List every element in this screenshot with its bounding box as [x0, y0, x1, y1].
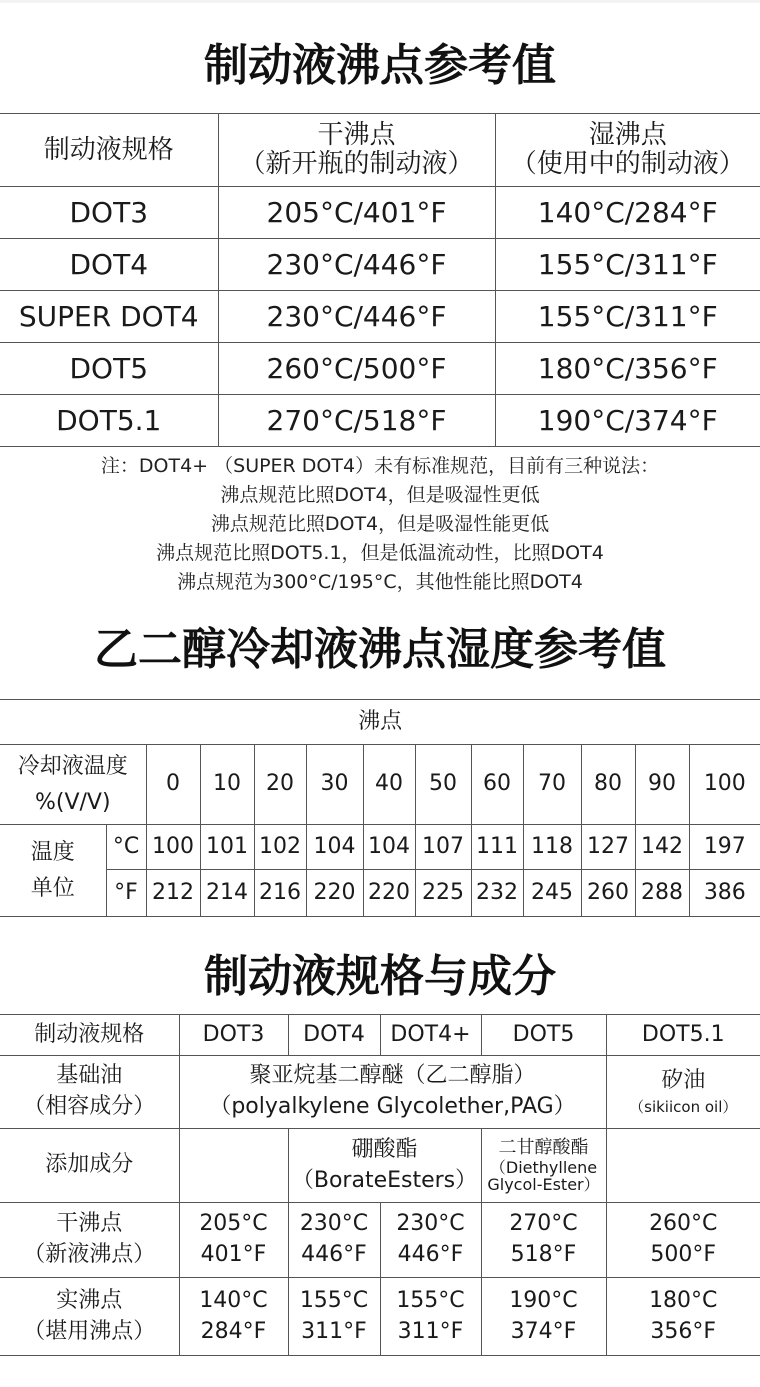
wet-celsius: 180°C [649, 1287, 718, 1313]
additive-dot5-line3: Glycol-Ester） [487, 1175, 600, 1195]
note-line: 沸点规范比照DOT4，但是吸湿性更低 [220, 484, 540, 506]
additive-empty-cell [179, 1129, 288, 1203]
coolant-boiling-table [0, 699, 760, 917]
wet-cell: 155°C/311°F [495, 239, 760, 291]
celsius-cell: 102 [254, 825, 306, 870]
wet-value-cell [288, 1278, 380, 1356]
wet-fahrenheit: 311°F [301, 1318, 367, 1344]
dry-value-cell [179, 1203, 288, 1278]
wet-fahrenheit: 356°F [650, 1318, 717, 1344]
celsius-cell: 127 [581, 825, 635, 870]
additive-borate-cell [288, 1129, 481, 1203]
wet-boiling-label [0, 1278, 179, 1356]
fahrenheit-cell: 216 [254, 870, 306, 917]
dry-value-cell [481, 1203, 606, 1278]
dry-cell: 270°C/518°F [218, 395, 495, 447]
dry-boiling-label [0, 1203, 179, 1278]
celsius-cell: 100 [146, 825, 200, 870]
dry-value-cell [380, 1203, 481, 1278]
top-divider [0, 0, 760, 3]
dry-celsius: 230°C [299, 1211, 369, 1237]
fahrenheit-cell: 225 [415, 870, 471, 917]
spec-header-label: 制动液规格 [43, 134, 174, 165]
table-row [0, 239, 760, 291]
concentration-cell: 80 [581, 745, 635, 825]
concentration-cell: 40 [363, 745, 415, 825]
dry-header-line2: （新开瓶的制动液） [239, 149, 474, 179]
base-oil-silicone-line2: （sikiicon oil） [629, 1097, 738, 1116]
spec-cell: DOT4+ [380, 1015, 481, 1056]
concentration-cell: 10 [200, 745, 254, 825]
dry-cell: 260°C/500°F [218, 343, 495, 395]
additive-row [0, 1129, 760, 1203]
fahrenheit-row [0, 870, 760, 917]
table-row [0, 187, 760, 239]
fahrenheit-cell: 386 [689, 870, 760, 917]
concentration-cell: 0 [146, 745, 200, 825]
spec-cell: DOT3 [179, 1015, 288, 1056]
fahrenheit-cell: 212 [146, 870, 200, 917]
base-oil-pag-line2: （polyalkylene Glycolether,PAG） [209, 1094, 576, 1119]
wet-boiling-header [495, 114, 760, 187]
dry-cell: 230°C/446°F [218, 239, 495, 291]
dry-celsius: 260°C [649, 1211, 718, 1237]
table-row [0, 395, 760, 447]
temperature-unit-label [0, 825, 106, 917]
spec-cell: DOT5 [0, 343, 218, 395]
base-oil-pag-cell [179, 1056, 606, 1129]
table-row [0, 343, 760, 395]
table-row [0, 291, 760, 343]
additive-borate-line2: （BorateEsters） [291, 1167, 478, 1193]
wet-boiling-row [0, 1278, 760, 1356]
additive-label: 添加成分 [0, 1129, 179, 1203]
fahrenheit-cell: 220 [363, 870, 415, 917]
concentration-label-line2: %(V/V) [34, 789, 111, 815]
dry-boiling-row [0, 1203, 760, 1278]
dry-cell: 205°C/401°F [218, 187, 495, 239]
celsius-cell: 111 [471, 825, 523, 870]
table-header-row [0, 114, 760, 187]
additive-dot5-line2: （Diethyllene [489, 1157, 598, 1177]
wet-label-line2: （堪用沸点） [23, 1318, 156, 1344]
concentration-cell: 20 [254, 745, 306, 825]
dry-celsius: 270°C [509, 1211, 578, 1237]
dry-fahrenheit: 446°F [397, 1242, 464, 1267]
wet-fahrenheit: 284°F [200, 1318, 267, 1344]
caption-row [0, 700, 760, 745]
wet-cell: 190°C/374°F [495, 395, 760, 447]
wet-cell: 155°C/311°F [495, 291, 760, 343]
additive-dot5-line1: 二甘醇酸酯 [498, 1137, 589, 1159]
dry-celsius: 205°C [199, 1211, 268, 1237]
note-line: 注：DOT4+ （SUPER DOT4）未有标准规范，目前有三种说法： [100, 455, 660, 477]
wet-value-cell [481, 1278, 606, 1356]
fahrenheit-cell: 288 [635, 870, 689, 917]
additive-empty-cell [606, 1129, 760, 1203]
fahrenheit-label: °F [106, 870, 146, 917]
note-line: 沸点规范为300°C/195°C，其他性能比照DOT4 [177, 571, 583, 593]
dry-label-line1: 干沸点 [56, 1211, 123, 1237]
concentration-row [0, 745, 760, 825]
boiling-caption: 沸点 [0, 700, 760, 745]
wet-header-line1: 湿沸点 [588, 120, 667, 151]
spec-cell: SUPER DOT4 [0, 291, 218, 343]
brake-fluid-boiling-title: 制动液沸点参考值 [204, 40, 556, 91]
concentration-label-line1: 冷却液温度 [17, 754, 128, 780]
concentration-cell: 50 [415, 745, 471, 825]
unit-label-line2: 单位 [30, 875, 75, 901]
dry-header-line1: 干沸点 [317, 120, 396, 151]
celsius-label: °C [106, 825, 146, 870]
fahrenheit-cell: 232 [471, 870, 523, 917]
wet-celsius: 155°C [396, 1287, 465, 1313]
dot4-plus-notes [0, 452, 760, 597]
note-line: 沸点规范比照DOT4，但是吸湿性能更低 [210, 513, 550, 535]
concentration-cell: 60 [471, 745, 523, 825]
celsius-cell: 197 [689, 825, 760, 870]
brake-fluid-boiling-table [0, 113, 760, 447]
concentration-cell: 30 [306, 745, 363, 825]
spec-cell: DOT4 [0, 239, 218, 291]
spec-cell: DOT5.1 [606, 1015, 760, 1056]
dry-value-cell [288, 1203, 380, 1278]
base-oil-row [0, 1056, 760, 1129]
spec-row-label: 制动液规格 [0, 1015, 179, 1056]
spec-header [0, 114, 218, 187]
note-line: 沸点规范比照DOT5.1，但是低温流动性，比照DOT4 [156, 542, 604, 564]
dry-fahrenheit: 518°F [510, 1242, 577, 1267]
wet-label-line1: 实沸点 [56, 1287, 123, 1313]
brake-fluid-composition-title: 制动液规格与成分 [204, 951, 556, 1002]
wet-fahrenheit: 374°F [510, 1318, 577, 1344]
celsius-cell: 118 [523, 825, 581, 870]
wet-value-cell [179, 1278, 288, 1356]
concentration-label [0, 745, 146, 825]
dry-celsius: 230°C [396, 1211, 465, 1237]
celsius-row [0, 825, 760, 870]
concentration-cell: 100 [689, 745, 760, 825]
dry-cell: 230°C/446°F [218, 291, 495, 343]
unit-label-line1: 温度 [30, 840, 75, 866]
dry-fahrenheit: 500°F [650, 1242, 717, 1267]
celsius-cell: 142 [635, 825, 689, 870]
wet-header-line2: （使用中的制动液） [510, 149, 745, 179]
concentration-cell: 90 [635, 745, 689, 825]
dry-boiling-header [218, 114, 495, 187]
wet-celsius: 190°C [509, 1287, 578, 1313]
base-oil-label [0, 1056, 179, 1129]
base-oil-label-line2: （相容成分） [23, 1094, 156, 1119]
celsius-cell: 104 [306, 825, 363, 870]
spec-cell: DOT4 [288, 1015, 380, 1056]
wet-value-cell [606, 1278, 760, 1356]
fahrenheit-cell: 245 [523, 870, 581, 917]
celsius-cell: 107 [415, 825, 471, 870]
wet-cell: 140°C/284°F [495, 187, 760, 239]
celsius-cell: 101 [200, 825, 254, 870]
spec-header-row [0, 1015, 760, 1056]
concentration-cell: 70 [523, 745, 581, 825]
dry-label-line2: （新液沸点） [23, 1242, 156, 1267]
wet-celsius: 140°C [199, 1287, 268, 1313]
dry-value-cell [606, 1203, 760, 1278]
base-oil-silicone-line1: 矽油 [661, 1068, 706, 1094]
coolant-boiling-title: 乙二醇冷却液沸点湿度参考值 [94, 624, 666, 675]
wet-cell: 180°C/356°F [495, 343, 760, 395]
dry-fahrenheit: 401°F [200, 1242, 267, 1267]
spec-cell: DOT5 [481, 1015, 606, 1056]
wet-celsius: 155°C [299, 1287, 369, 1313]
celsius-cell: 104 [363, 825, 415, 870]
fahrenheit-cell: 220 [306, 870, 363, 917]
base-oil-pag-line1: 聚亚烷基二醇醚（乙二醇脂） [249, 1063, 536, 1089]
fahrenheit-cell: 214 [200, 870, 254, 917]
dry-fahrenheit: 446°F [301, 1242, 367, 1267]
brake-fluid-composition-table [0, 1014, 760, 1356]
additive-borate-line1: 硼酸酯 [351, 1136, 418, 1162]
base-oil-silicone-cell [606, 1056, 760, 1129]
base-oil-label-line1: 基础油 [56, 1063, 123, 1089]
wet-value-cell [380, 1278, 481, 1356]
additive-dot5-cell [481, 1129, 606, 1203]
spec-cell: DOT5.1 [0, 395, 218, 447]
wet-fahrenheit: 311°F [397, 1318, 464, 1344]
fahrenheit-cell: 260 [581, 870, 635, 917]
spec-cell: DOT3 [0, 187, 218, 239]
